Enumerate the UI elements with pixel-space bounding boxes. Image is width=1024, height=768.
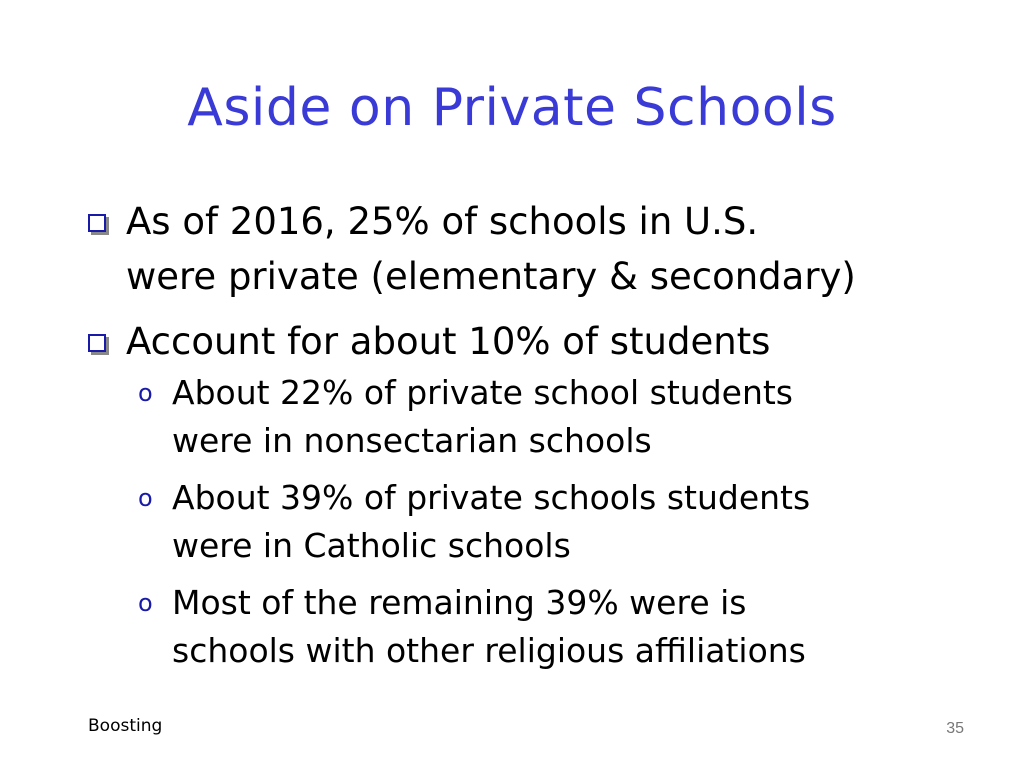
o-bullet-icon: o [138,484,153,512]
o-bullet-icon: o [138,589,153,617]
sub-bullet-item [138,369,984,465]
o-bullet-icon: o [138,379,153,407]
footer-text: Boosting [88,716,163,736]
bullet-line: Account for about 10% of students [126,320,771,363]
page-number: 35 [946,720,964,737]
sub-bullet-line: were in nonsectarian schools [172,421,652,460]
sub-bullet-line: About 22% of private school students [172,373,793,412]
sub-bullet-line: schools with other religious affiliations [172,631,806,670]
sub-bullet-item [138,474,984,570]
square-bullet-icon [88,334,106,352]
square-bullet-icon [88,214,106,232]
bullet-line: were private (elementary & secondary) [126,255,856,298]
bullet-item [84,314,984,369]
slide-title: Aside on Private Schools [187,78,837,138]
sub-bullet-item [138,579,984,675]
bullet-list [84,194,984,684]
sub-bullet-line: were in Catholic schools [172,526,571,565]
sub-bullet-line: About 39% of private schools students [172,478,811,517]
bullet-item [84,194,984,304]
bullet-line: As of 2016, 25% of schools in U.S. [126,200,759,243]
sub-bullet-line: Most of the remaining 39% were is [172,583,747,622]
sub-bullet-list [84,369,984,675]
